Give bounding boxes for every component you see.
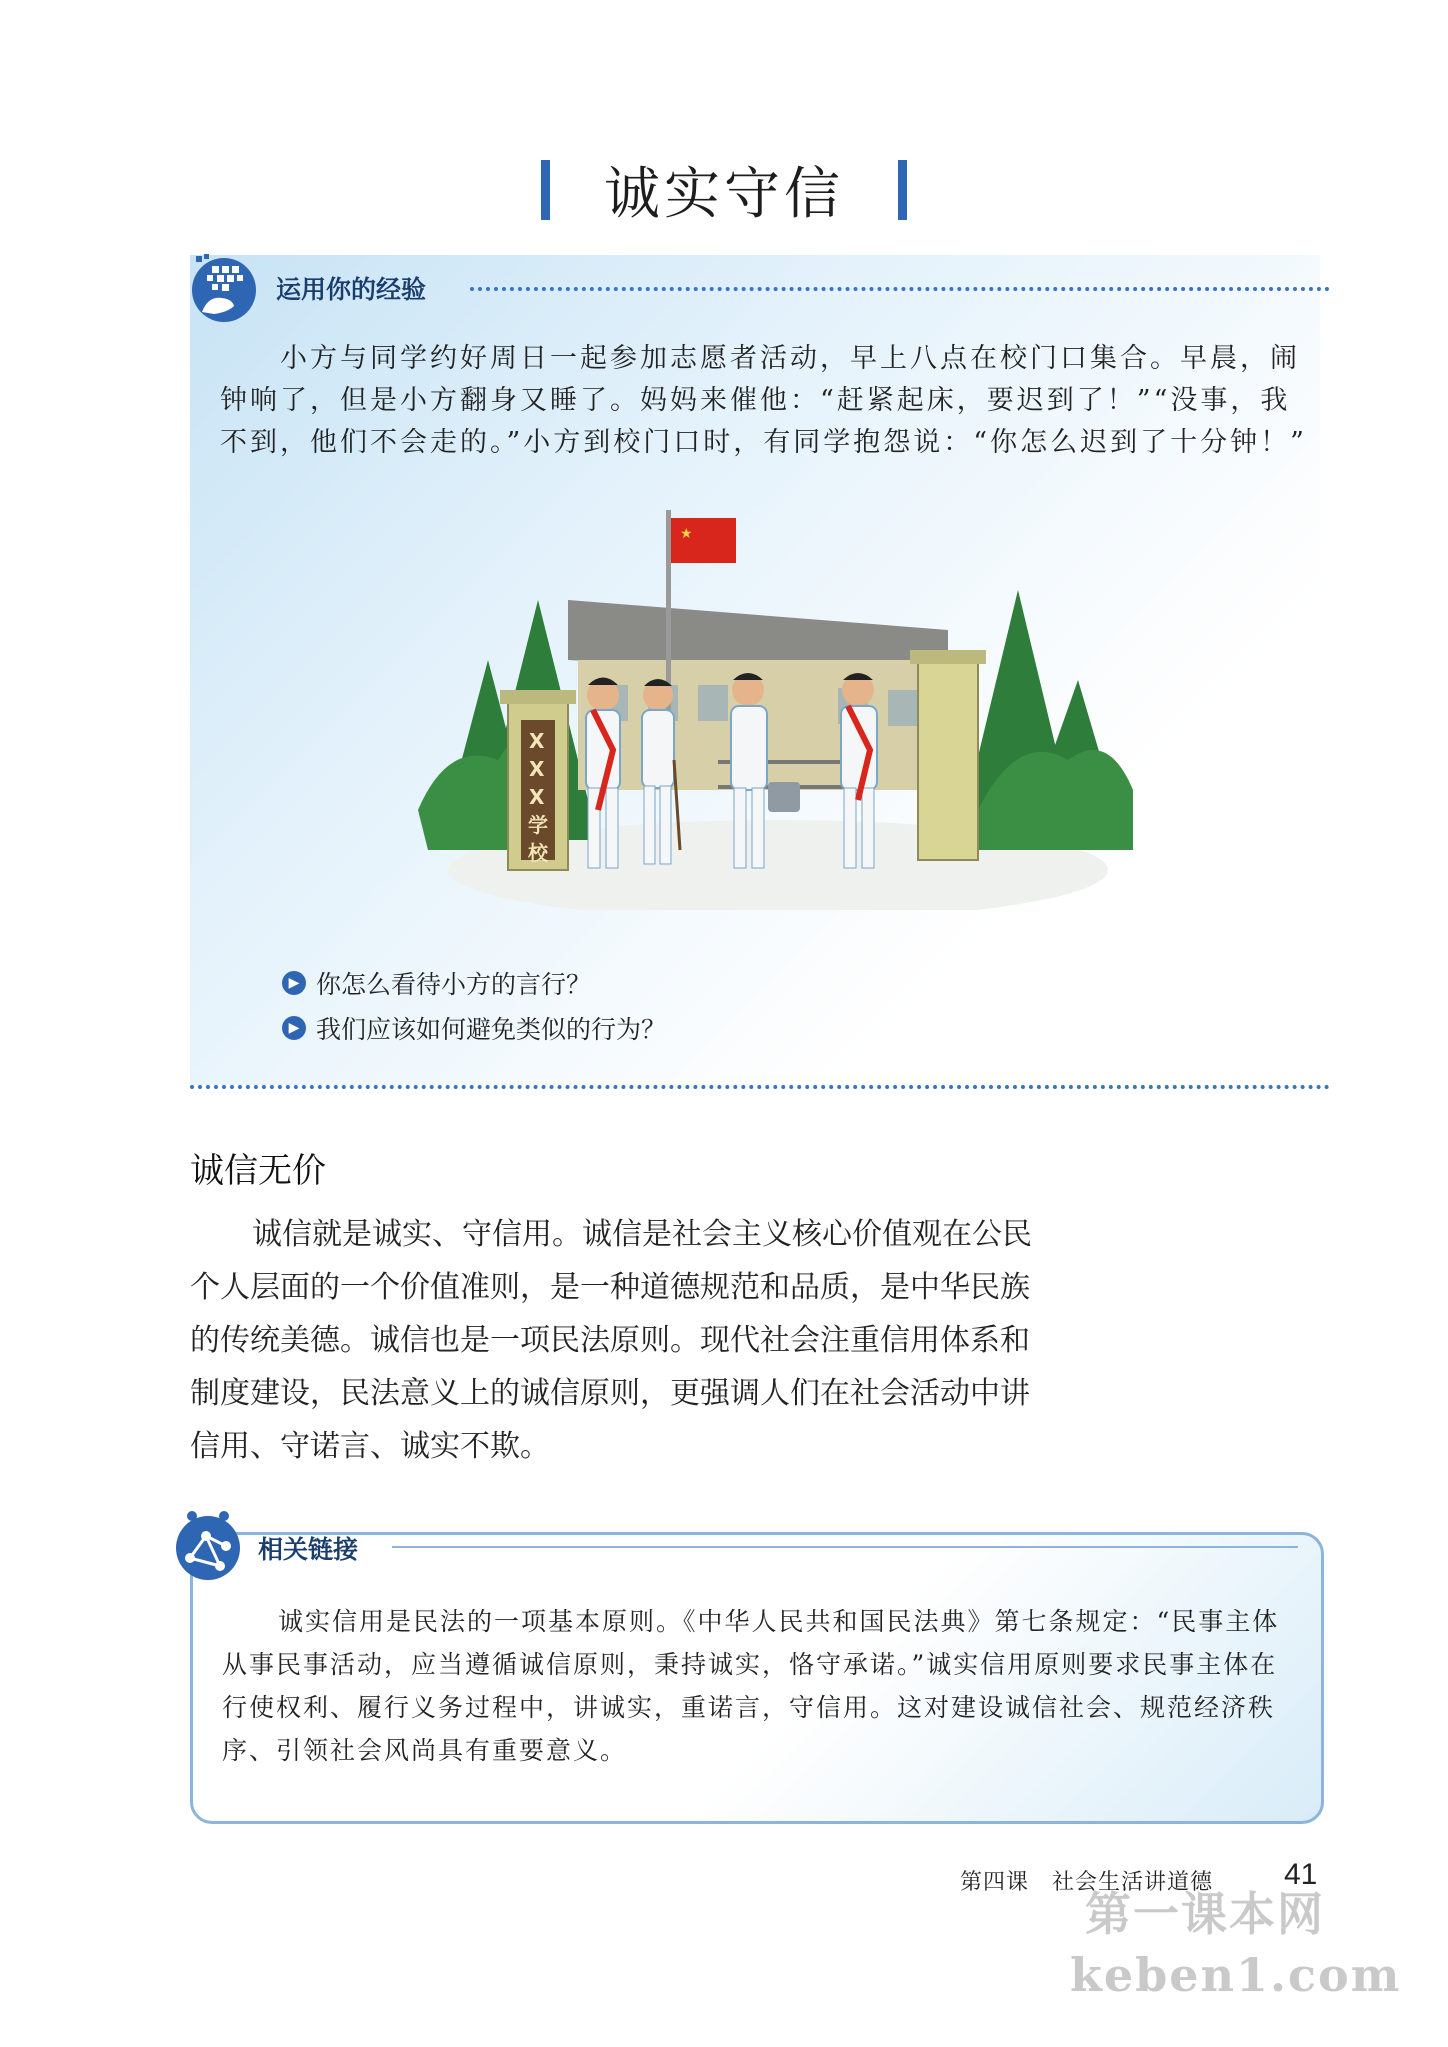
question-text: 你怎么看待小方的言行？ — [316, 970, 592, 999]
arrow-bullet-icon: ▶ — [282, 1016, 306, 1040]
gate-sign-char: X — [529, 757, 545, 781]
footer-lesson: 第四课 社会生活讲道德 — [960, 1870, 1214, 1895]
related-link-rule — [392, 1546, 1298, 1548]
gate-sign-char: 学 — [528, 813, 548, 837]
title-right-bar — [898, 160, 907, 220]
dotted-divider-top — [470, 287, 1330, 291]
experience-icon — [188, 252, 260, 324]
related-link-heading: 相关链接 — [258, 1535, 359, 1564]
section-title: 诚信无价 — [190, 1151, 326, 1191]
svg-text:★: ★ — [680, 526, 693, 542]
experience-heading: 运用你的经验 — [276, 275, 427, 304]
page-number: 41 — [1284, 1858, 1318, 1891]
dotted-divider-bottom — [190, 1085, 1330, 1089]
watermark-line1: 第一课本网 — [1085, 1887, 1325, 1941]
section-paragraph: 诚信就是诚实、守信用。诚信是社会主义核心价值观在公民个人层面的一个价值准则，是一种道德规范和品质，是中华民族的传统美德。诚信也是一项民法原则。现代社会注重信用体系和制度建设，民法意义上的诚信原则，更强调人们在社会活动中讲信用、守诺言、诚实不欺。 — [190, 1217, 1032, 1464]
gate-sign-char: X — [529, 785, 545, 809]
title-left-bar — [541, 160, 550, 220]
question-item — [282, 1010, 666, 1046]
lesson-title-text: 诚实守信 — [604, 162, 844, 227]
arrow-bullet-icon: ▶ — [282, 971, 306, 995]
related-link-paragraph: 诚实信用是民法的一项基本原则。《中华人民共和国民法典》第七条规定：“民事主体从事民事活动，应当遵循诚信原则，秉持诚实，恪守承诺。”诚实信用原则要求民事主体在行使权利、履行义务过程中，讲诚实，重诺言，守信用。这对建设诚信社会、规范经济秩序、引领社会风尚具有重要意义。 — [222, 1607, 1280, 1765]
question-item — [282, 965, 591, 1001]
link-network-icon — [170, 1508, 246, 1584]
experience-paragraph: 小方与同学约好周日一起参加志愿者活动，早上八点在校门口集合。早晨，闹钟响了，但是小方翻身又睡了。妈妈来催他：“赶紧起床，要迟到了！”“没事，我不到，他们不会走的。”小方到校门口时，有同学抱怨说：“你怎么迟到了十分钟！” — [220, 343, 1307, 458]
watermark-line2: keben1.com — [1070, 1948, 1402, 2002]
gate-sign-char: 校 — [528, 841, 548, 865]
school-gate-illustration — [418, 510, 1138, 910]
question-text: 我们应该如何避免类似的行为？ — [316, 1015, 667, 1044]
lesson-title — [0, 150, 1448, 230]
gate-sign-char: X — [529, 729, 545, 753]
